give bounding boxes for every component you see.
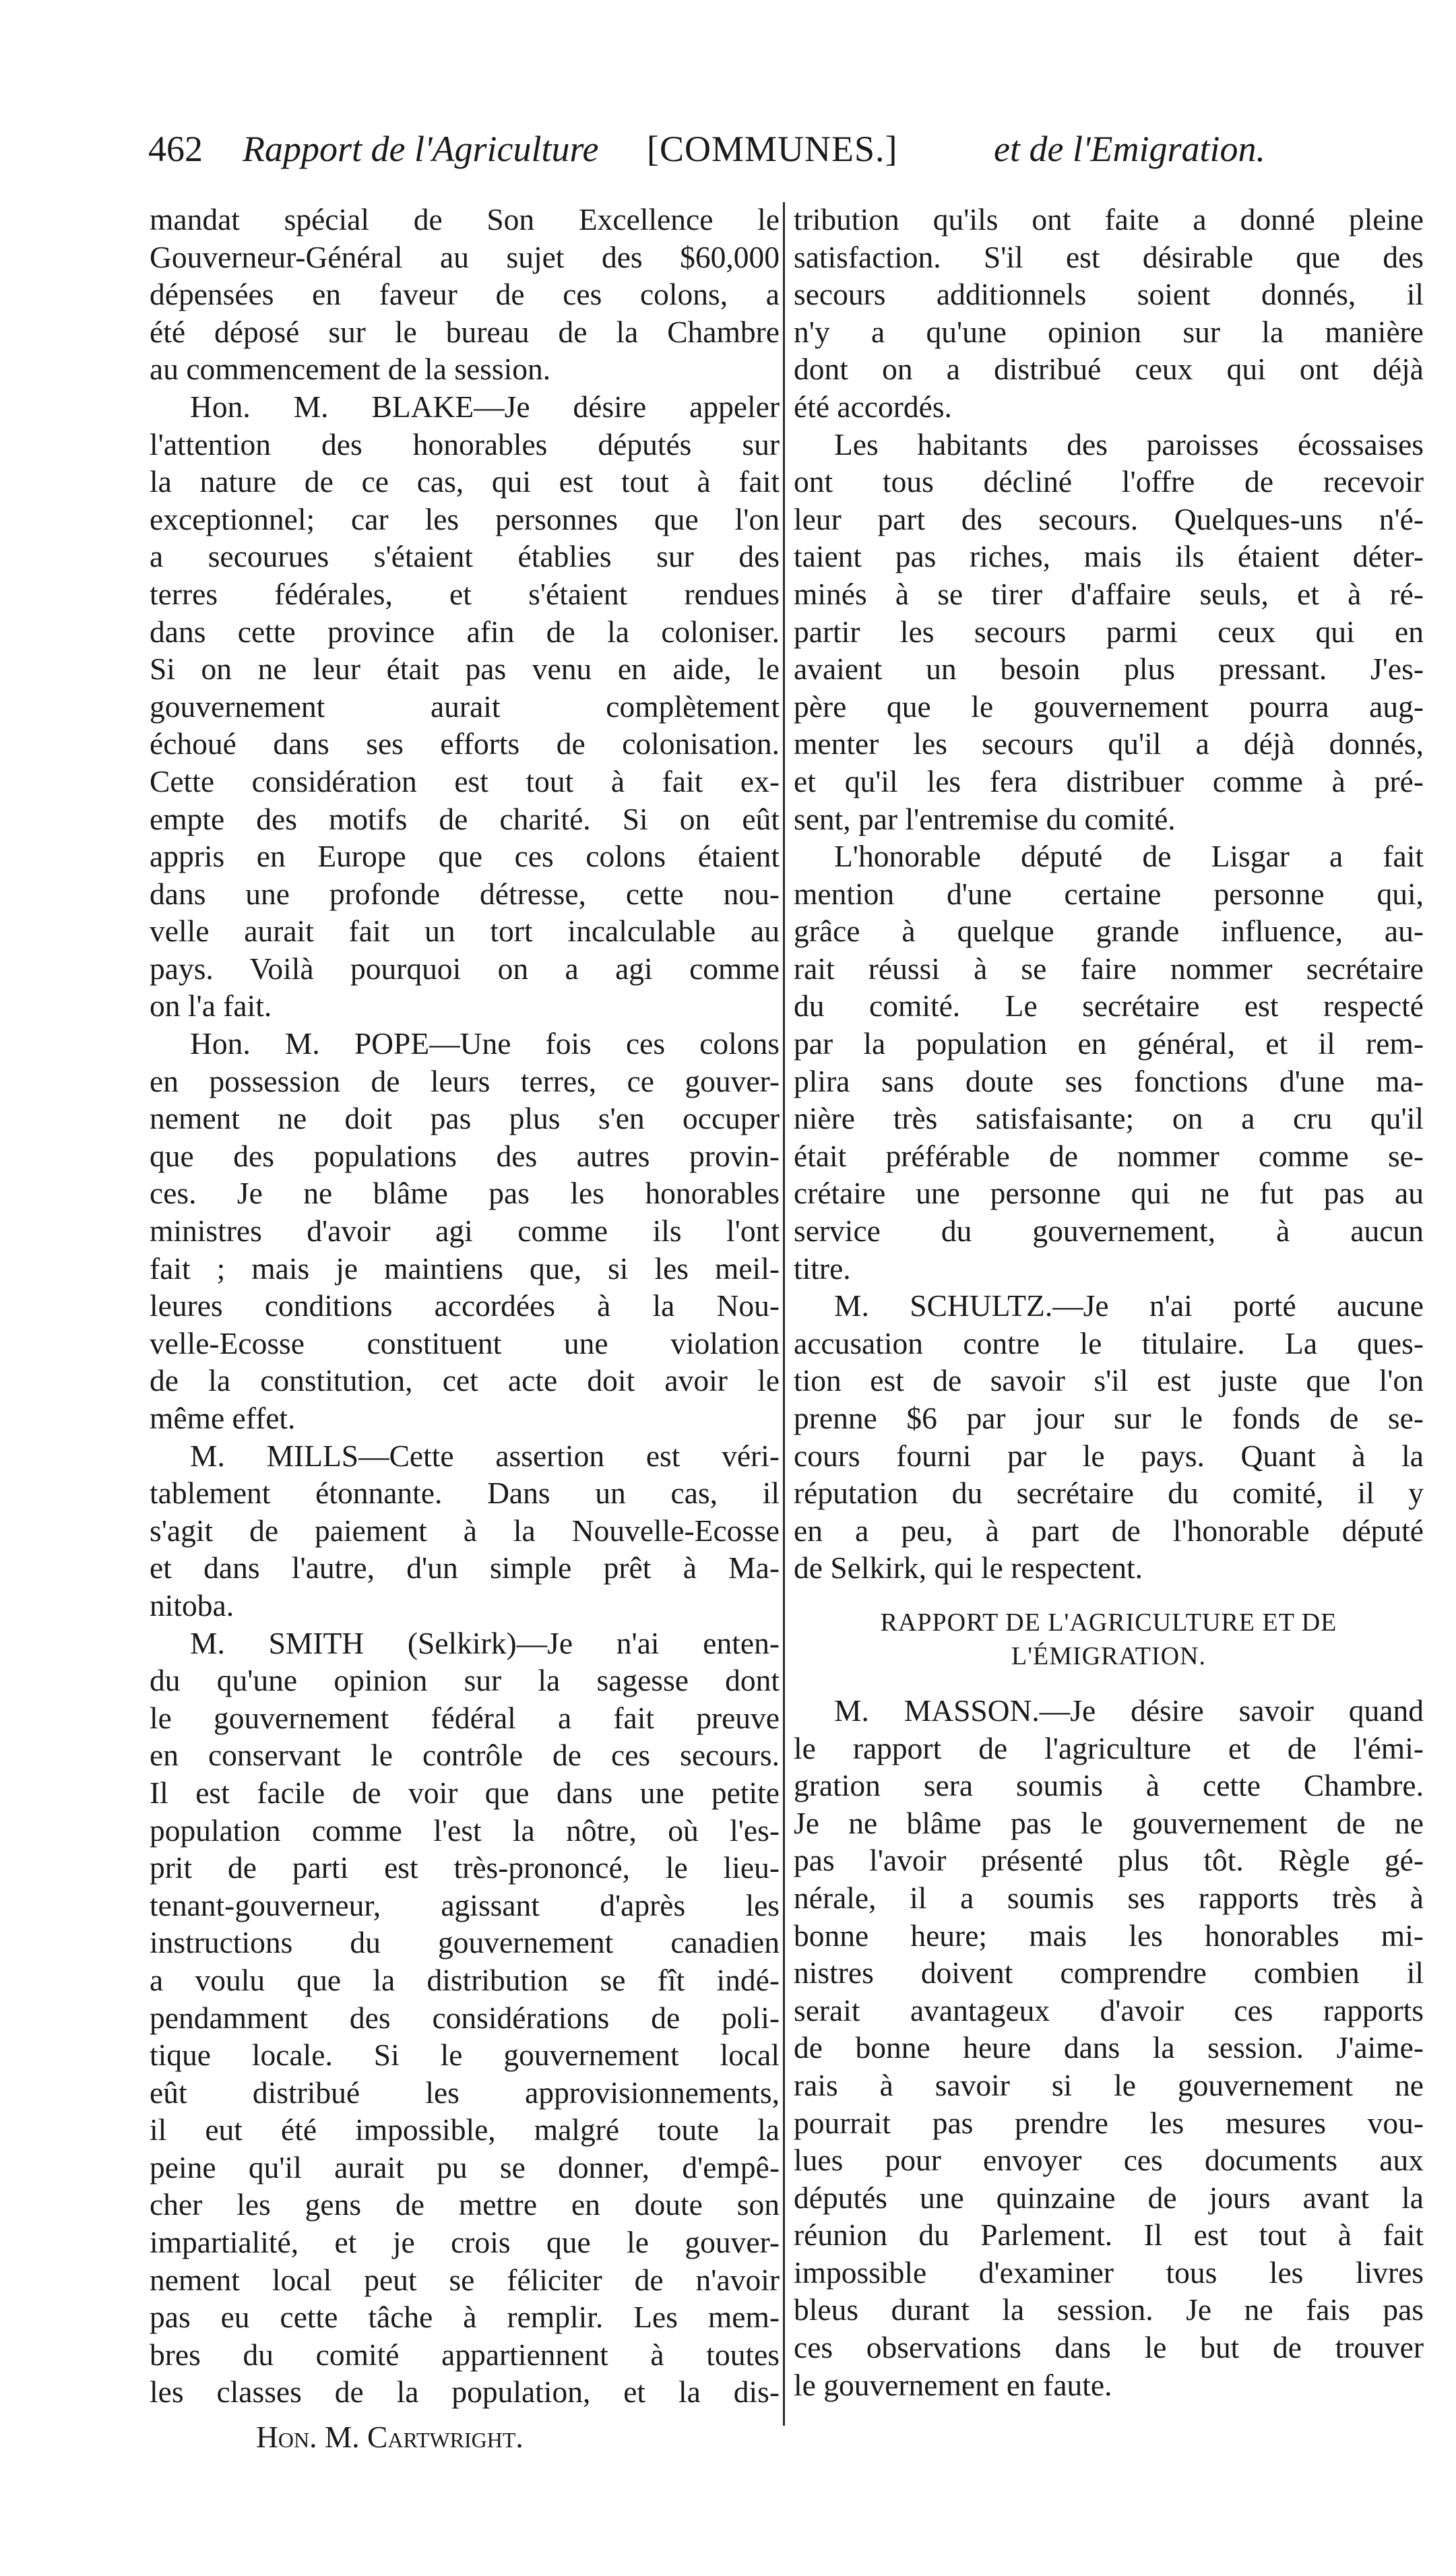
text-line: M. MILLS—Cette assertion est véri- xyxy=(190,1438,780,1473)
text-line: menter les secours qu'il a déjà donnés, xyxy=(794,726,1424,761)
text-line: rait réussi à se faire nommer secrétaire xyxy=(794,951,1424,986)
text-line: de Selkirk, qui le respectent. xyxy=(794,1550,1143,1585)
text-line: échoué dans ses efforts de colonisation. xyxy=(150,726,780,761)
text-line: plira sans doute ses fonctions d'une ma- xyxy=(794,1063,1424,1098)
text-line: peine qu'il aurait pu se donner, d'empê- xyxy=(150,2149,780,2185)
text-line: Cette considération est tout à fait ex- xyxy=(150,763,780,798)
spacer xyxy=(794,1673,1424,1692)
text-line: ont tous décliné l'offre de recevoir xyxy=(794,464,1424,499)
text-line: députés une quinzaine de jours avant la xyxy=(794,2180,1424,2215)
section-heading-line2: L'ÉMIGRATION. xyxy=(1011,1641,1206,1670)
text-line: en a peu, à part de l'honorable député xyxy=(794,1513,1424,1548)
running-title-right: et de l'Emigration. xyxy=(994,129,1265,169)
text-line: pas l'avoir présenté plus tôt. Règle gé- xyxy=(794,1843,1424,1878)
page-header xyxy=(148,128,1280,182)
text-line: Si on ne leur était pas venu en aide, le xyxy=(150,652,780,687)
text-line: avaient un besoin plus pressant. J'es- xyxy=(794,652,1424,687)
text-line: nérale, il a soumis ses rapports très à xyxy=(794,1880,1424,1915)
column-divider xyxy=(783,202,785,2426)
text-line: Hon. M. POPE—Une fois ces colons xyxy=(190,1026,780,1061)
text-line: réunion du Parlement. Il est tout à fait xyxy=(794,2218,1424,2253)
text-line: Il est facile de voir que dans une petite xyxy=(150,1775,780,1810)
text-line: en conservant le contrôle de ces secours. xyxy=(150,1738,780,1773)
text-line: était préférable de nommer comme se- xyxy=(794,1138,1424,1173)
text-line: pays. Voilà pourquoi on a agi comme xyxy=(150,951,780,986)
text-line: exceptionnel; car les personnes que l'on xyxy=(150,501,780,536)
section-heading-line1: RAPPORT DE L'AGRICULTURE ET DE xyxy=(880,1608,1337,1637)
text-line: de bonne heure dans la session. J'aime- xyxy=(794,2030,1424,2065)
text-line: on l'a fait. xyxy=(150,988,272,1024)
spacer xyxy=(794,1587,1424,1606)
text-line: dont on a distribué ceux qui ont déjà xyxy=(794,352,1424,387)
text-line: satisfaction. S'il est désirable que des xyxy=(794,239,1424,274)
text-line: tribution qu'ils ont faite a donné pleine xyxy=(794,202,1424,237)
text-line: ces observations dans le but de trouver xyxy=(794,2330,1424,2365)
text-line: ministres d'avoir agi comme ils l'ont xyxy=(150,1214,780,1249)
text-line: bonne heure; mais les honorables mi- xyxy=(794,1918,1424,1953)
text-line: n'y a qu'une opinion sur la manière xyxy=(794,314,1424,349)
text-line: appris en Europe que ces colons étaient xyxy=(150,839,780,874)
text-line: terres fédérales, et s'étaient rendues xyxy=(150,576,780,611)
text-line: velle aurait fait un tort incalculable au xyxy=(150,914,780,949)
right-column-text-continued xyxy=(794,1692,1424,2404)
text-line: tion est de savoir s'il est juste que l'on xyxy=(794,1363,1424,1398)
text-line: même effet. xyxy=(150,1401,296,1435)
text-line: père que le gouvernement pourra aug- xyxy=(794,689,1424,724)
text-line: bleus durant la session. Je ne fais pas xyxy=(794,2292,1424,2327)
text-line: grâce à quelque grande influence, au- xyxy=(794,914,1424,949)
text-line: mandat spécial de Son Excellence le xyxy=(150,202,780,237)
text-line: gouvernement aurait complètement xyxy=(150,689,780,724)
text-line: la nature de ce cas, qui est tout à fait xyxy=(150,464,780,499)
text-line: dans cette province afin de la coloniser. xyxy=(150,614,780,649)
text-line: rais à savoir si le gouvernement ne xyxy=(794,2067,1424,2102)
text-line: le gouvernement en faute. xyxy=(794,2367,1112,2402)
text-line: en possession de leurs terres, ce gouver- xyxy=(150,1063,780,1098)
text-line: que des populations des autres provin- xyxy=(150,1138,780,1173)
text-line: par la population en général, et il rem- xyxy=(794,1026,1424,1061)
right-column xyxy=(794,201,1424,2404)
text-line: nement local peut se féliciter de n'avoir xyxy=(150,2262,780,2297)
text-line: titre. xyxy=(794,1251,851,1286)
text-line: dans une profonde détresse, cette nou- xyxy=(150,876,780,911)
text-line: service du gouvernement, à aucun xyxy=(794,1214,1424,1249)
text-line: M. SMITH (Selkirk)—Je n'ai enten- xyxy=(190,1625,780,1660)
text-line: et qu'il les fera distribuer comme à pré- xyxy=(794,763,1424,798)
text-line: ces. Je ne blâme pas les honorables xyxy=(150,1176,780,1211)
text-line: le gouvernement fédéral a fait preuve xyxy=(150,1700,780,1735)
text-line: gration sera soumis à cette Chambre. xyxy=(794,1768,1424,1803)
text-line: de la constitution, cet acte doit avoir le xyxy=(150,1363,780,1398)
text-line: du qu'une opinion sur la sagesse dont xyxy=(150,1663,780,1698)
text-line: nitoba. xyxy=(150,1588,234,1623)
text-line: L'honorable député de Lisgar a fait xyxy=(834,839,1424,874)
text-line: taient pas riches, mais ils étaient déter- xyxy=(794,539,1424,574)
text-line: velle-Ecosse constituent une violation xyxy=(150,1325,780,1360)
text-line: été accordés. xyxy=(794,389,952,424)
text-line: Les habitants des paroisses écossaises xyxy=(834,427,1424,462)
text-line: dépensées en faveur de ces colons, a xyxy=(150,277,780,312)
text-line: partir les secours parmi ceux qui en xyxy=(794,614,1424,649)
running-title: Rapport de l'Agriculture xyxy=(243,129,599,169)
text-line: lues pour envoyer ces documents aux xyxy=(794,2143,1424,2178)
text-line: impossible d'examiner tous les livres xyxy=(794,2255,1424,2290)
text-line: l'attention des honorables députés sur xyxy=(150,427,780,462)
text-line: nière très satisfaisante; on a cru qu'il xyxy=(794,1101,1424,1136)
text-line: empte des motifs de charité. Si on eût xyxy=(150,801,780,836)
right-column-text xyxy=(794,201,1424,1587)
text-line: réputation du secrétaire du comité, il y xyxy=(794,1476,1424,1511)
page-footer: Hon. M. Cartwright. xyxy=(256,2420,524,2454)
text-line: le rapport de l'agriculture et de l'émi- xyxy=(794,1730,1424,1765)
text-line: population comme l'est la nôtre, où l'es- xyxy=(150,1813,780,1848)
text-line: crétaire une personne qui ne fut pas au xyxy=(794,1176,1424,1211)
text-line: il eut été impossible, malgré toute la xyxy=(150,2112,780,2147)
text-line: pas eu cette tâche à remplir. Les mem- xyxy=(150,2300,780,2335)
left-column xyxy=(150,201,780,2411)
text-line: les classes de la population, et la dis- xyxy=(150,2375,780,2410)
text-line: s'agit de paiement à la Nouvelle-Ecosse xyxy=(150,1513,780,1548)
text-line: pendamment des considérations de poli- xyxy=(150,2000,780,2035)
text-line: instructions du gouvernement canadien xyxy=(150,1925,780,1960)
text-line: leur part des secours. Quelques-uns n'é- xyxy=(794,501,1424,536)
page-number: 462 xyxy=(148,129,203,169)
text-line: pourrait pas prendre les mesures vou- xyxy=(794,2105,1424,2140)
text-line: sent, par l'entremise du comité. xyxy=(794,801,1176,836)
text-line: du comité. Le secrétaire est respecté xyxy=(794,988,1424,1024)
text-line: cher les gens de mettre en doute son xyxy=(150,2187,780,2222)
text-line: M. MASSON.—Je désire savoir quand xyxy=(834,1693,1424,1728)
text-line: leures conditions accordées à la Nou- xyxy=(150,1288,780,1323)
text-line: été déposé sur le bureau de la Chambre xyxy=(150,314,780,349)
text-line: Je ne blâme pas le gouvernement de ne xyxy=(794,1805,1424,1840)
text-line: a secourues s'étaient établies sur des xyxy=(150,539,780,574)
text-line: minés à se tirer d'affaire seuls, et à ré- xyxy=(794,576,1424,611)
section-label: [COMMUNES.] xyxy=(647,129,898,169)
text-line: eût distribué les approvisionnements, xyxy=(150,2075,780,2110)
text-line: tenant-gouverneur, agissant d'après les xyxy=(150,1887,780,1922)
text-line: M. SCHULTZ.—Je n'ai porté aucune xyxy=(834,1288,1424,1323)
text-line: serait avantageux d'avoir ces rapports xyxy=(794,1992,1424,2028)
text-line: cours fourni par le pays. Quant à la xyxy=(794,1438,1424,1473)
text-line: fait ; mais je maintiens que, si les meil- xyxy=(150,1251,780,1286)
text-line: a voulu que la distribution se fît indé- xyxy=(150,1962,780,1997)
text-line: bres du comité appartiennent à toutes xyxy=(150,2337,780,2372)
text-line: tablement étonnante. Dans un cas, il xyxy=(150,1476,780,1511)
text-line: nistres doivent comprendre combien il xyxy=(794,1955,1424,1990)
text-line: au commencement de la session. xyxy=(150,352,551,387)
text-line: et dans l'autre, d'un simple prêt à Ma- xyxy=(150,1550,780,1585)
text-line: mention d'une certaine personne qui, xyxy=(794,876,1424,911)
text-line: impartialité, et je crois que le gouver- xyxy=(150,2225,780,2260)
text-line: nement ne doit pas plus s'en occuper xyxy=(150,1101,780,1136)
text-line: secours additionnels soient donnés, il xyxy=(794,277,1424,312)
text-line: prit de parti est très-prononcé, le lieu- xyxy=(150,1850,780,1885)
text-line: Gouverneur-Général au sujet des $60,000 xyxy=(150,239,780,274)
text-line: accusation contre le titulaire. La ques- xyxy=(794,1325,1424,1360)
text-line: tique locale. Si le gouvernement local xyxy=(150,2038,780,2073)
text-line: prenne $6 par jour sur le fonds de se- xyxy=(794,1401,1424,1435)
text-line: Hon. M. BLAKE—Je désire appeler xyxy=(190,389,780,424)
